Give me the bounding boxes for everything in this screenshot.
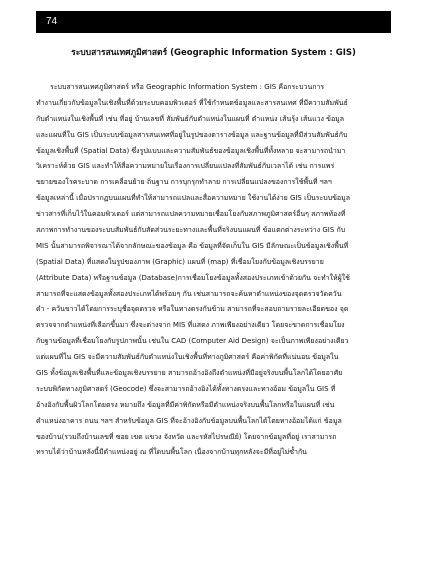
text-line: ข่าวสารที่เก็บไว้ในคอมพิวเตอร์ แต่สามารถแปลความหมายเชื่อมโยงกับสภาพภูมิศาสตร์อื่นๆ สภาพท้องที่ xyxy=(36,210,346,219)
text-line: (Spatial Data) ที่แสดงในรูปของภาพ (Graphic) แผนที่ (map) ที่เชื่อมโยงกับข้อมูลเชิงบรรยาย xyxy=(36,257,324,266)
text-line: ตำแหน่งอาคาร ถนน ฯลฯ สำหรับข้อมูล GIS ที่จะอ้างอิงกับข้อมูลบนพื้นโลกได้โดยทางอ้อมได้แก่ ข้อมูล xyxy=(36,416,342,425)
text-line: กับตำแหน่งในเชิงพื้นที่ เช่น ที่อยู่ บ้านเลขที่ สัมพันธ์กับตำแหน่งในแผนที่ ตำแหน่ง เส้นรุ้ง เส้นแวง ข้อมูล xyxy=(36,114,345,123)
text-line: สภาพการทำงานของระบบสัมพันธ์กับสัดส่วนระยะทางและพื้นที่จริงบนแผนที่ ข้อแตกต่างระหว่าง GIS กับ xyxy=(36,226,346,235)
document-title: ระบบสารสนเทศภูมิศาสตร์ (Geographic Information System : GIS) xyxy=(71,48,356,58)
text-line: ตรวจจากตำแหน่งที่เลือกขึ้นมา ซึ่งจะต่างจาก MIS ที่แสดง ภาพเพียงอย่างเดียว โดยจะขาดการเชื่อมโยง xyxy=(36,321,345,330)
text-line: ทำงานเกี่ยวกับข้อมูลในเชิงพื้นที่ด้วยระบบคอมพิวเตอร์ ที่ใช้กำหนดข้อมูลและสารสนเทศ ที่มีความสัมพันธ์ xyxy=(36,98,348,107)
text-line: ทราบได้ว่าบ้านหลังนี้มีตำแหน่งอยู่ ณ ที่ใดบนพื้นโลก เนื่องจากบ้านทุกหลังจะมีที่อยู่ไม่ซ้ำกัน xyxy=(36,448,307,457)
text-line: แต่แผนที่ใน GIS จะมีความสัมพันธ์กับตำแหน่งในเชิงพื้นที่ทางภูมิศาสตร์ คือค่าพิกัดที่แน่นอน ข้อมูลใน xyxy=(36,353,339,362)
text-line: MIS นั้นสามารถพิจารณาได้จากลักษณะของข้อมูล คือ ข้อมูลที่จัดเก็บใน GIS มีลักษณะเป็นข้อมูลเชิงพื้นที่ xyxy=(36,241,349,250)
text-line: ระบบสารสนเทศภูมิศาสตร์ หรือ Geographic Information System : GIS คือกระบวนการ xyxy=(50,83,325,91)
text-line: ข้อมูลเชิงพื้นที่ (Spatial Data) ซึ่งรูปแบบและความสัมพันธ์ของข้อมูลเชิงพื้นที่ทั้งหลาย จะสามารถนำมา xyxy=(36,146,346,155)
text-line: (Attribute Data) หรือฐานข้อมูล (Database)การเชื่อมโยงข้อมูลทั้งสองประเภทเข้าด้วยกัน จะทำให้ผู้ใช้ xyxy=(36,273,350,282)
text-line: สามารถที่จะแสดงข้อมูลทั้งสองประเภทได้พร้อมๆ กัน เช่นสามารถจะค้นหาตำแหน่งของจุดตรวจวัดควัน xyxy=(36,289,342,298)
page-header-bar xyxy=(36,11,391,33)
text-line: ของบ้าน(รวมถึงบ้านเลขที่ ซอย เขต แขวง จังหวัด และรหัสไปรษณีย์) โดยจากข้อมูลที่อยู่ เราสามารถ xyxy=(36,432,337,441)
text-line: GIS ทั้งข้อมูลเชิงพื้นที่และข้อมูลเชิงบรรยาย สามารถอ้างอิงถึงตำแหน่งที่มีอยู่จริงบนพื้นโลกได้โดยอาศัย xyxy=(36,369,343,378)
text-line: ขยายของโรคระบาด การเคลื่อนย้าย ถิ่นฐาน การบุกรุกทำลาย การเปลี่ยนแปลงของการใช้พื้นที่ ฯลฯ xyxy=(36,178,332,187)
text-line: ข้อมูลเหล่านี้ เมื่อปรากฏบนแผนที่ทำให้สามารถแปลและสื่อความหมาย ใช้งานได้ง่าย GIS เป็นระบบข้อมูล xyxy=(36,194,351,203)
body-paragraph xyxy=(36,80,391,461)
text-line: ระบบพิกัดทางภูมิศาสตร์ (Geocode) ซึ่งจะสามารถอ้างอิงได้ทั้งทางตรงและทางอ้อม ข้อมูลใน GIS ที่ xyxy=(36,384,336,393)
text-line: และแผนที่ใน GIS เป็นระบบข้อมูลสารสนเทศที่อยู่ในรูปของตารางข้อมูล และฐานข้อมูลที่มีส่วนสัมพันธ์กับ xyxy=(36,130,348,139)
page-number: 74 xyxy=(46,16,58,27)
text-line: ดำ - ควันขาวได้โดยการระบุชื่อจุดตรวจ หรือในทางตรงกันข้าม สามารถที่จะสอบถามรายละเอียดของ จุด xyxy=(36,305,349,314)
text-line: วิเคราะห์ด้วย GIS และทำให้สื่อความหมายในเรื่องการเปลี่ยนแปลงที่สัมพันธ์กับเวลาได้ เช่น การแพร่ xyxy=(36,162,335,171)
text-line: กับฐานข้อมูลที่เชื่อมโยงกับรูปภาพนั้น เช่นใน CAD (Computer Aid Design) จะเป็นภาพเพียงอย่างเดียว xyxy=(36,337,349,346)
text-line: อ้างอิงกับพื้นผิวโลกโดยตรง หมายถึง ข้อมูลที่มีค่าพิกัดหรือมีตำแหน่งจริงบนพื้นโลกหรือในแผนที่ เช่น xyxy=(36,400,335,409)
